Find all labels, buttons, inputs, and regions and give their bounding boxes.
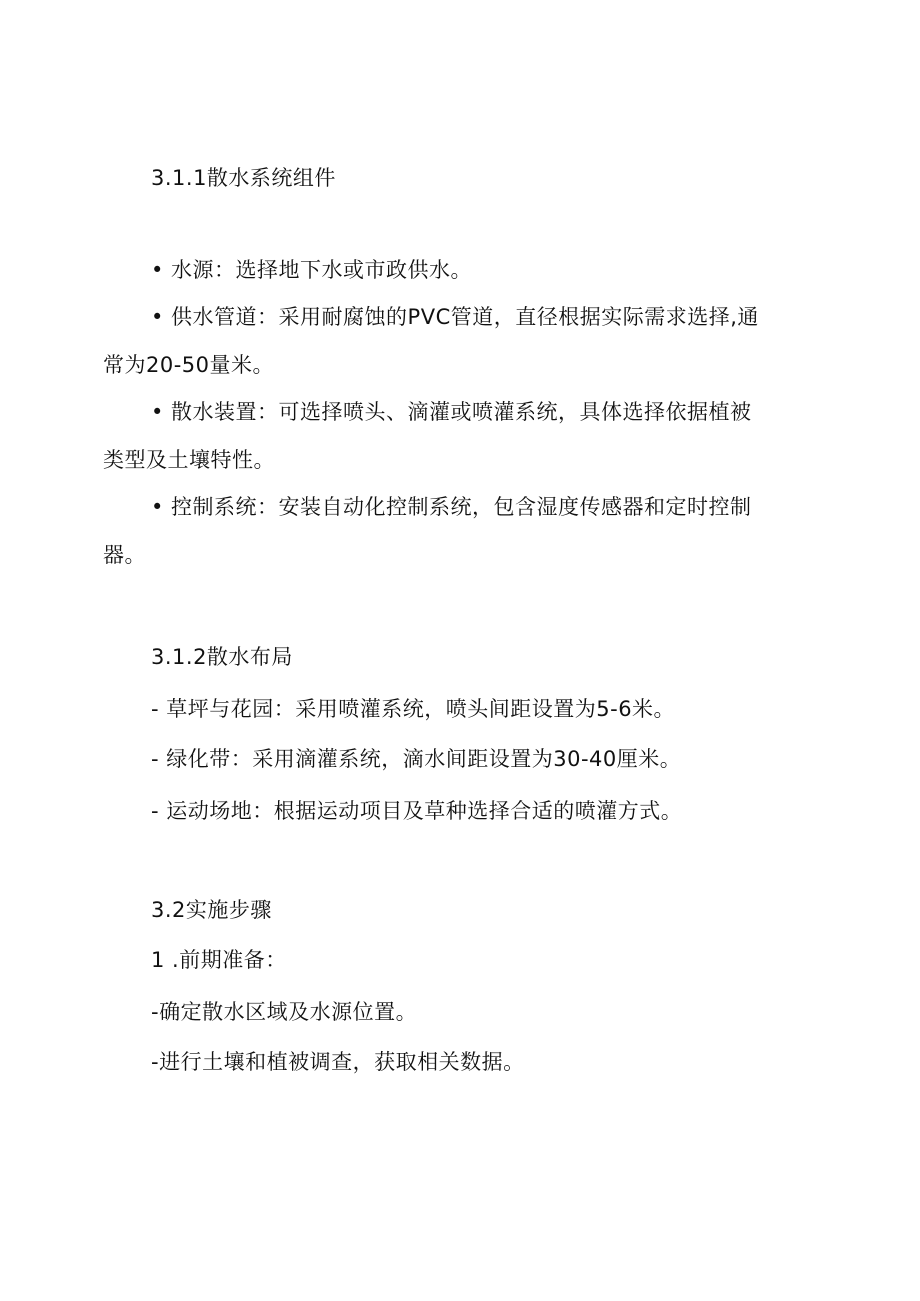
bullet-control-system-line1: • 控制系统：安装自动化控制系统，包含湿度传感器和定时控制 xyxy=(151,495,752,519)
step-item: -确定散水区域及水源位置。 xyxy=(151,1000,418,1024)
section-heading-3-1-2: 3.1.2散水布局 xyxy=(151,645,293,669)
step-item: -进行土壤和植被调查，获取相关数据。 xyxy=(151,1050,525,1074)
bullet-control-system-line2: 器。 xyxy=(103,543,146,567)
layout-item-green-belt: - 绿化带：采用滴灌系统，滴水间距设置为30-40厘米。 xyxy=(151,747,682,771)
bullet-sprinkler-device-line1: • 散水装置：可选择喷头、滴灌或喷灌系统，具体选择依据植被 xyxy=(151,400,752,424)
layout-item-sports-field: - 运动场地：根据运动项目及草种选择合适的喷灌方式。 xyxy=(151,799,683,823)
bullet-supply-pipe-line1: • 供水管道：采用耐腐蚀的PVC管道，直径根据实际需求选择,通 xyxy=(151,305,759,329)
bullet-sprinkler-device-line2: 类型及土壤特性。 xyxy=(103,448,275,472)
bullet-supply-pipe-line2: 常为20-50量米。 xyxy=(103,353,275,377)
section-heading-3-1-1: 3.1.1散水系统组件 xyxy=(151,166,336,190)
section-heading-3-2: 3.2实施步骤 xyxy=(151,898,272,922)
bullet-water-source: • 水源：选择地下水或市政供水。 xyxy=(151,258,473,282)
layout-item-lawn-garden: - 草坪与花园：采用喷灌系统，喷头间距设置为5-6米。 xyxy=(151,697,676,721)
step-title-preparation: 1 .前期准备： xyxy=(151,948,287,972)
